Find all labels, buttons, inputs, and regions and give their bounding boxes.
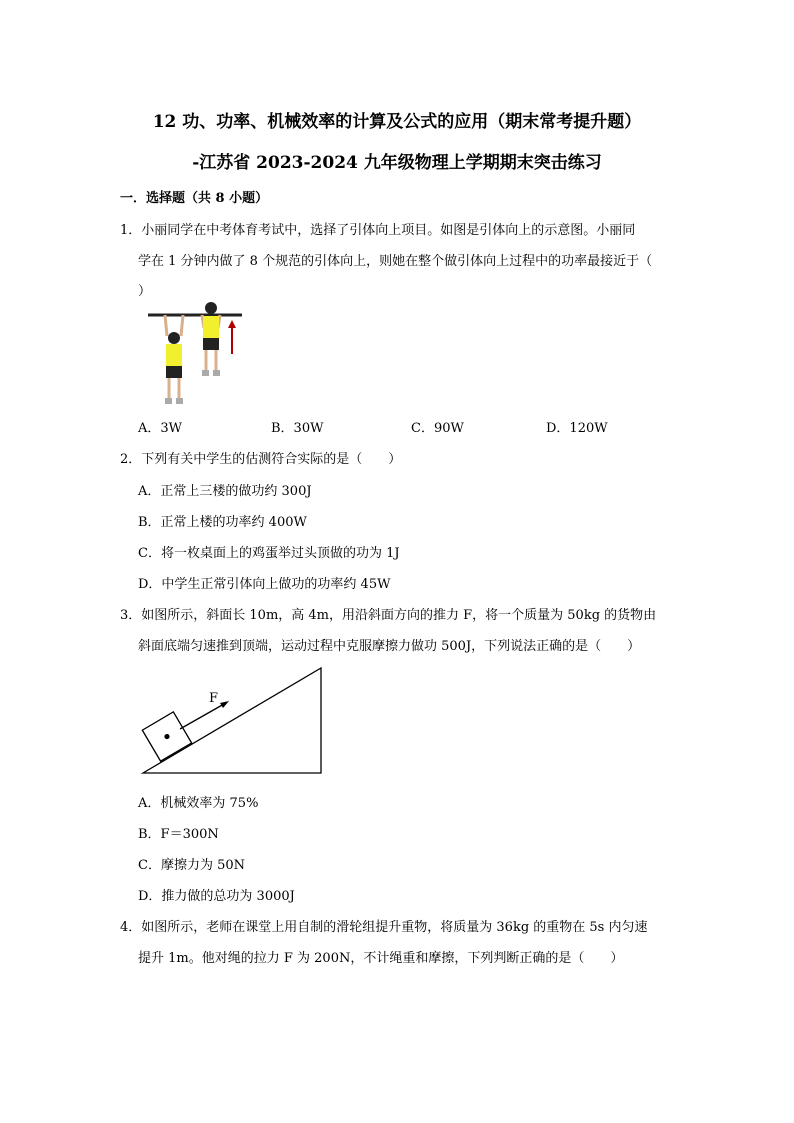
q3-stem-line-1: 3．如图所示，斜面长 10m，高 4m，用沿斜面方向的推力 F，将一个质量为 50kg 的货物由: [120, 608, 657, 623]
force-label: F: [209, 691, 219, 706]
section-heading: 一．选择题（共 8 小题）: [120, 191, 269, 206]
q3-stem-line-2: 斜面底端匀速推到顶端，运动过程中克服摩擦力做功 500J，下列说法正确的是（ ）: [138, 639, 641, 654]
q2-option-d: D．中学生正常引体向上做功的功率约 45W: [138, 577, 391, 592]
person-top-position: [202, 302, 220, 376]
q1-stem-line-1: 1．小丽同学在中考体育考试中，选择了引体向上项目。如图是引体向上的示意图。小丽同: [120, 223, 636, 238]
q2-stem: 2．下列有关中学生的估测符合实际的是（ ）: [120, 452, 402, 467]
q3-option-a: A．机械效率为 75%: [138, 796, 259, 811]
q4-stem-line-1: 4．如图所示，老师在课堂上用自制的滑轮组提升重物，将质量为 36kg 的重物在 5s 内匀速: [120, 920, 648, 935]
q1-option-d: D．120W: [546, 421, 608, 436]
q3-option-c: C．摩擦力为 50N: [138, 858, 245, 873]
q1-option-c: C．90W: [411, 421, 464, 436]
q4-stem-line-2: 提升 1m。他对绳的拉力 F 为 200N，不计绳重和摩擦，下列判断正确的是（ ）: [138, 951, 624, 966]
person-bottom-position: [165, 315, 183, 404]
q1-stem-line-2: 学在 1 分钟内做了 8 个规范的引体向上，则她在整个做引体向上过程中的功率最接近于（: [138, 254, 653, 269]
incline-figure: [140, 662, 330, 777]
document-title-line-1: 12 功、功率、机械效率的计算及公式的应用（期末常考提升题）: [152, 112, 642, 132]
force-arrow-icon: [180, 701, 229, 729]
up-arrow-icon: [228, 320, 236, 354]
q1-option-b: B．30W: [271, 421, 324, 436]
q1-stem-line-3: ）: [138, 284, 152, 299]
q2-option-c: C．将一枚桌面上的鸡蛋举过头顶做的功为 1J: [138, 546, 400, 561]
pull-up-figure: [140, 298, 250, 410]
q3-option-b: B．F＝300N: [138, 827, 219, 842]
q2-option-a: A．正常上三楼的做功约 300J: [138, 484, 312, 499]
document-title-line-2: -江苏省 2023-2024 九年级物理上学期期末突击练习: [192, 153, 602, 173]
cargo-box: [142, 712, 191, 761]
q1-option-a: A．3W: [138, 421, 183, 436]
q3-option-d: D．推力做的总功为 3000J: [138, 889, 295, 904]
q2-option-b: B．正常上楼的功率约 400W: [138, 515, 307, 530]
